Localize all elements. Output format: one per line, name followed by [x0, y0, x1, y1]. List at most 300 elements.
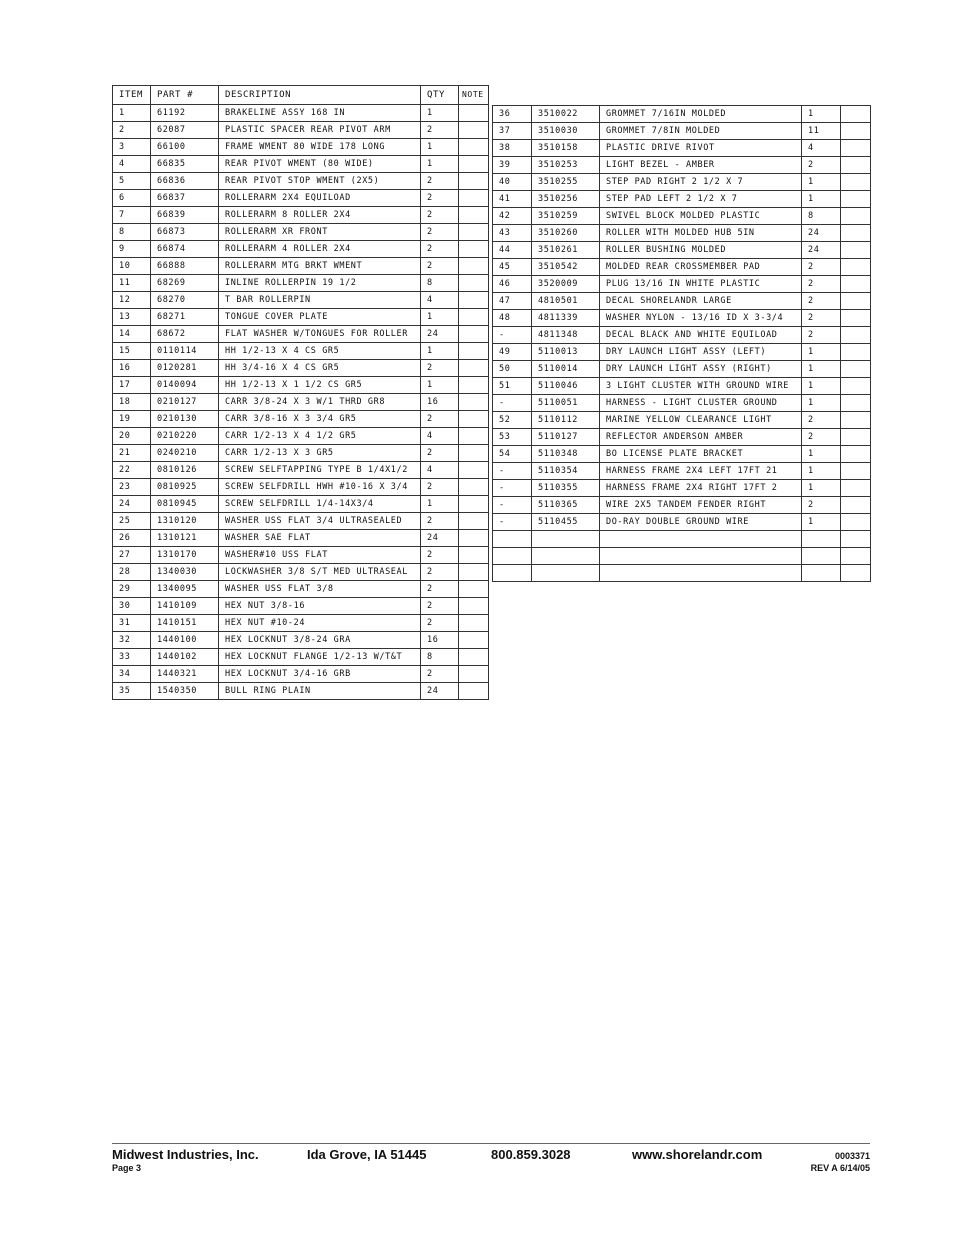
cell-description: WASHER#10 USS FLAT — [219, 547, 421, 564]
cell-part: 5110127 — [532, 429, 600, 446]
cell-item: 32 — [113, 632, 151, 649]
table-row — [113, 173, 489, 190]
cell-description: BRAKELINE ASSY 168 IN — [219, 105, 421, 122]
cell-item: 49 — [493, 344, 532, 361]
cell-description: DECAL BLACK AND WHITE EQUILOAD — [600, 327, 802, 344]
table-row — [113, 258, 489, 275]
cell-part: 66839 — [151, 207, 219, 224]
cell-note — [841, 412, 871, 429]
cell-description: HARNESS FRAME 2X4 RIGHT 17FT 2 — [600, 480, 802, 497]
cell-qty: 2 — [421, 173, 459, 190]
table-row — [493, 157, 871, 174]
cell-description: TONGUE COVER PLATE — [219, 309, 421, 326]
cell-item: 54 — [493, 446, 532, 463]
cell-description: PLASTIC DRIVE RIVOT — [600, 140, 802, 157]
cell-item: - — [493, 463, 532, 480]
cell-qty: 1 — [802, 361, 841, 378]
cell-note — [459, 615, 489, 632]
cell-qty: 2 — [421, 581, 459, 598]
cell-item: 36 — [493, 106, 532, 123]
cell-note — [841, 225, 871, 242]
cell-part: 66874 — [151, 241, 219, 258]
cell-description: ROLLERARM 4 ROLLER 2X4 — [219, 241, 421, 258]
cell-note — [459, 428, 489, 445]
table-row — [113, 632, 489, 649]
cell-qty: 1 — [421, 309, 459, 326]
cell-qty: 2 — [421, 411, 459, 428]
cell-qty: 2 — [802, 429, 841, 446]
cell-qty: 1 — [421, 139, 459, 156]
cell-item: 35 — [113, 683, 151, 700]
table-row — [493, 531, 871, 548]
cell-note — [459, 530, 489, 547]
cell-qty: 1 — [421, 105, 459, 122]
cell-qty: 2 — [802, 293, 841, 310]
cell-description: HEX NUT #10-24 — [219, 615, 421, 632]
table-row — [493, 514, 871, 531]
table-row — [113, 581, 489, 598]
cell-item: 22 — [113, 462, 151, 479]
cell-qty: 2 — [421, 564, 459, 581]
table-row — [493, 140, 871, 157]
cell-description: T BAR ROLLERPIN — [219, 292, 421, 309]
cell-part: 1340030 — [151, 564, 219, 581]
cell-description: WASHER USS FLAT 3/4 ULTRASEALED — [219, 513, 421, 530]
cell-part: 68269 — [151, 275, 219, 292]
cell-part: 61192 — [151, 105, 219, 122]
cell-qty: 1 — [802, 191, 841, 208]
cell-qty: 1 — [802, 514, 841, 531]
cell-part: 1310120 — [151, 513, 219, 530]
cell-description: LOCKWASHER 3/8 S/T MED ULTRASEAL — [219, 564, 421, 581]
cell-item — [493, 565, 532, 582]
cell-description: LIGHT BEZEL - AMBER — [600, 157, 802, 174]
cell-part: 5110013 — [532, 344, 600, 361]
cell-part: 1440102 — [151, 649, 219, 666]
footer-website: www.shorelandr.com — [632, 1147, 763, 1162]
cell-description: CARR 3/8-16 X 3 3/4 GR5 — [219, 411, 421, 428]
table-row — [113, 513, 489, 530]
cell-part: 5110365 — [532, 497, 600, 514]
table-row — [493, 412, 871, 429]
cell-description: WASHER USS FLAT 3/8 — [219, 581, 421, 598]
header-item: ITEM — [113, 86, 151, 105]
cell-qty: 2 — [802, 276, 841, 293]
cell-part: 5110046 — [532, 378, 600, 395]
cell-qty: 1 — [802, 106, 841, 123]
parts-list-right — [492, 105, 871, 582]
cell-note — [841, 140, 871, 157]
cell-qty: 1 — [802, 174, 841, 191]
cell-note — [841, 463, 871, 480]
cell-item: 39 — [493, 157, 532, 174]
cell-note — [459, 173, 489, 190]
cell-note — [459, 649, 489, 666]
cell-qty: 2 — [802, 412, 841, 429]
table-row — [113, 275, 489, 292]
cell-description: STEP PAD LEFT 2 1/2 X 7 — [600, 191, 802, 208]
cell-note — [459, 122, 489, 139]
cell-qty: 8 — [421, 649, 459, 666]
cell-description — [600, 531, 802, 548]
table-row — [113, 428, 489, 445]
cell-item: 30 — [113, 598, 151, 615]
cell-qty: 2 — [802, 497, 841, 514]
cell-item: 46 — [493, 276, 532, 293]
cell-description: DECAL SHORELANDR LARGE — [600, 293, 802, 310]
table-row — [493, 429, 871, 446]
cell-qty: 2 — [421, 122, 459, 139]
cell-part: 4811339 — [532, 310, 600, 327]
table-row — [113, 156, 489, 173]
cell-qty — [802, 565, 841, 582]
cell-qty — [802, 548, 841, 565]
table-row — [493, 225, 871, 242]
cell-part — [532, 565, 600, 582]
cell-qty — [802, 531, 841, 548]
cell-qty: 2 — [421, 224, 459, 241]
cell-item: 47 — [493, 293, 532, 310]
cell-part: 0240210 — [151, 445, 219, 462]
table-row — [113, 122, 489, 139]
footer-page: Page 3 — [112, 1163, 142, 1173]
table-row — [493, 361, 871, 378]
table-row — [493, 463, 871, 480]
cell-description: ROLLER BUSHING MOLDED — [600, 242, 802, 259]
table-row — [113, 326, 489, 343]
cell-qty: 2 — [802, 310, 841, 327]
cell-part: 66836 — [151, 173, 219, 190]
cell-description: REAR PIVOT STOP WMENT (2X5) — [219, 173, 421, 190]
cell-note — [459, 360, 489, 377]
cell-part — [532, 548, 600, 565]
cell-qty: 2 — [802, 259, 841, 276]
parts-list-left-body — [113, 86, 489, 700]
cell-note — [459, 343, 489, 360]
cell-item: 3 — [113, 139, 151, 156]
table-row — [113, 530, 489, 547]
cell-description: SCREW SELFDRILL HWH #10-16 X 3/4 — [219, 479, 421, 496]
cell-item: 15 — [113, 343, 151, 360]
cell-qty: 2 — [421, 547, 459, 564]
cell-part: 1310170 — [151, 547, 219, 564]
cell-note — [841, 395, 871, 412]
cell-note — [841, 157, 871, 174]
table-row — [113, 241, 489, 258]
cell-item: 17 — [113, 377, 151, 394]
cell-qty: 1 — [802, 446, 841, 463]
table-row — [113, 224, 489, 241]
cell-description: HH 3/4-16 X 4 CS GR5 — [219, 360, 421, 377]
cell-item: 8 — [113, 224, 151, 241]
cell-part: 3510260 — [532, 225, 600, 242]
cell-description: ROLLERARM XR FRONT — [219, 224, 421, 241]
cell-qty: 24 — [802, 225, 841, 242]
cell-part: 68672 — [151, 326, 219, 343]
footer-doc-number: 0003371 — [834, 1151, 870, 1161]
cell-qty: 1 — [421, 496, 459, 513]
cell-qty: 2 — [802, 327, 841, 344]
cell-note — [841, 208, 871, 225]
cell-description: HEX LOCKNUT FLANGE 1/2-13 W/T&T — [219, 649, 421, 666]
cell-qty: 2 — [421, 241, 459, 258]
table-row — [493, 242, 871, 259]
cell-qty: 4 — [802, 140, 841, 157]
cell-part: 5110355 — [532, 480, 600, 497]
cell-part: 3510256 — [532, 191, 600, 208]
table-row — [493, 480, 871, 497]
cell-qty: 16 — [421, 394, 459, 411]
cell-qty: 2 — [421, 258, 459, 275]
cell-qty: 4 — [421, 428, 459, 445]
cell-qty: 24 — [421, 683, 459, 700]
cell-item: 19 — [113, 411, 151, 428]
table-row — [113, 292, 489, 309]
parts-list-left — [112, 85, 489, 700]
cell-description: CARR 1/2-13 X 4 1/2 GR5 — [219, 428, 421, 445]
cell-note — [841, 446, 871, 463]
cell-note — [459, 377, 489, 394]
cell-item: 45 — [493, 259, 532, 276]
cell-qty: 1 — [421, 377, 459, 394]
cell-part: 68271 — [151, 309, 219, 326]
table-row — [493, 259, 871, 276]
cell-description: ROLLER WITH MOLDED HUB 5IN — [600, 225, 802, 242]
table-row — [113, 666, 489, 683]
footer-location: Ida Grove, IA 51445 — [307, 1147, 427, 1162]
cell-note — [841, 327, 871, 344]
cell-item: 14 — [113, 326, 151, 343]
table-row — [113, 105, 489, 122]
cell-description: DRY LAUNCH LIGHT ASSY (RIGHT) — [600, 361, 802, 378]
cell-part: 3510022 — [532, 106, 600, 123]
parts-list-right-body — [493, 106, 871, 582]
cell-note — [459, 581, 489, 598]
cell-part: 4811348 — [532, 327, 600, 344]
cell-qty: 2 — [421, 190, 459, 207]
table-row — [113, 394, 489, 411]
cell-item: 10 — [113, 258, 151, 275]
cell-note — [841, 344, 871, 361]
cell-part: 66837 — [151, 190, 219, 207]
table-row — [113, 598, 489, 615]
cell-part: 66873 — [151, 224, 219, 241]
cell-qty: 1 — [802, 395, 841, 412]
cell-note — [459, 496, 489, 513]
cell-part: 3510542 — [532, 259, 600, 276]
cell-note — [459, 309, 489, 326]
cell-note — [459, 156, 489, 173]
cell-item: 2 — [113, 122, 151, 139]
table-row — [113, 309, 489, 326]
cell-note — [841, 106, 871, 123]
cell-part: 68270 — [151, 292, 219, 309]
cell-part: 1440321 — [151, 666, 219, 683]
table-row — [113, 564, 489, 581]
cell-note — [459, 275, 489, 292]
cell-part: 3510259 — [532, 208, 600, 225]
table-row — [493, 548, 871, 565]
cell-description: REFLECTOR ANDERSON AMBER — [600, 429, 802, 446]
table-row — [493, 327, 871, 344]
table-row — [113, 207, 489, 224]
cell-item: 11 — [113, 275, 151, 292]
cell-item: 13 — [113, 309, 151, 326]
cell-item: 23 — [113, 479, 151, 496]
cell-item: - — [493, 327, 532, 344]
cell-qty: 1 — [802, 480, 841, 497]
cell-description: HEX LOCKNUT 3/4-16 GRB — [219, 666, 421, 683]
cell-description: SWIVEL BLOCK MOLDED PLASTIC — [600, 208, 802, 225]
cell-qty: 2 — [802, 157, 841, 174]
cell-description: HH 1/2-13 X 1 1/2 CS GR5 — [219, 377, 421, 394]
table-row — [113, 377, 489, 394]
cell-note — [841, 276, 871, 293]
cell-description: DRY LAUNCH LIGHT ASSY (LEFT) — [600, 344, 802, 361]
cell-description: ROLLERARM MTG BRKT WMENT — [219, 258, 421, 275]
cell-part: 0810126 — [151, 462, 219, 479]
cell-note — [459, 547, 489, 564]
cell-item: 41 — [493, 191, 532, 208]
table-row — [493, 208, 871, 225]
cell-part: 0810945 — [151, 496, 219, 513]
cell-description: WASHER SAE FLAT — [219, 530, 421, 547]
cell-description: HH 1/2-13 X 4 CS GR5 — [219, 343, 421, 360]
cell-part: 66100 — [151, 139, 219, 156]
cell-part: 4810501 — [532, 293, 600, 310]
cell-description: GROMMET 7/8IN MOLDED — [600, 123, 802, 140]
cell-note — [841, 310, 871, 327]
cell-item: 33 — [113, 649, 151, 666]
cell-item: 43 — [493, 225, 532, 242]
cell-item: 31 — [113, 615, 151, 632]
cell-item: 4 — [113, 156, 151, 173]
cell-part: 3510253 — [532, 157, 600, 174]
cell-item: 29 — [113, 581, 151, 598]
cell-description: FLAT WASHER W/TONGUES FOR ROLLER — [219, 326, 421, 343]
cell-item: - — [493, 514, 532, 531]
cell-note — [841, 480, 871, 497]
cell-description: BULL RING PLAIN — [219, 683, 421, 700]
cell-note — [841, 191, 871, 208]
footer-revision: REV A 6/14/05 — [810, 1163, 870, 1173]
header-note: NOTE — [459, 86, 489, 105]
footer-company: Midwest Industries, Inc. — [112, 1147, 259, 1162]
cell-qty: 1 — [802, 344, 841, 361]
cell-item: 26 — [113, 530, 151, 547]
cell-note — [459, 292, 489, 309]
cell-part: 5110354 — [532, 463, 600, 480]
cell-note — [459, 139, 489, 156]
cell-qty: 1 — [802, 378, 841, 395]
table-row — [113, 479, 489, 496]
cell-qty: 2 — [421, 513, 459, 530]
cell-item: 12 — [113, 292, 151, 309]
cell-note — [841, 378, 871, 395]
cell-qty: 24 — [421, 326, 459, 343]
cell-item: 44 — [493, 242, 532, 259]
cell-note — [841, 242, 871, 259]
cell-part: 0210220 — [151, 428, 219, 445]
cell-item: 40 — [493, 174, 532, 191]
cell-part: 1340095 — [151, 581, 219, 598]
cell-part: 62087 — [151, 122, 219, 139]
cell-part: 1410151 — [151, 615, 219, 632]
cell-part: 1440100 — [151, 632, 219, 649]
table-row — [493, 191, 871, 208]
cell-description: WASHER NYLON - 13/16 ID X 3-3/4 — [600, 310, 802, 327]
table-row — [113, 496, 489, 513]
table-row — [113, 343, 489, 360]
cell-description — [600, 565, 802, 582]
cell-note — [459, 394, 489, 411]
cell-item: 37 — [493, 123, 532, 140]
cell-item: 5 — [113, 173, 151, 190]
table-row — [493, 106, 871, 123]
cell-note — [841, 174, 871, 191]
cell-part: 3510261 — [532, 242, 600, 259]
cell-item: 24 — [113, 496, 151, 513]
table-row — [493, 293, 871, 310]
cell-description: CARR 3/8-24 X 3 W/1 THRD GR8 — [219, 394, 421, 411]
cell-description: PLASTIC SPACER REAR PIVOT ARM — [219, 122, 421, 139]
cell-note — [841, 514, 871, 531]
cell-qty: 2 — [421, 360, 459, 377]
cell-part: 0210127 — [151, 394, 219, 411]
cell-qty: 24 — [421, 530, 459, 547]
cell-description: HEX NUT 3/8-16 — [219, 598, 421, 615]
table-row — [113, 547, 489, 564]
cell-note — [459, 326, 489, 343]
cell-note — [459, 105, 489, 122]
cell-item: 27 — [113, 547, 151, 564]
table-row — [493, 123, 871, 140]
cell-description — [600, 548, 802, 565]
cell-description: CARR 1/2-13 X 3 GR5 — [219, 445, 421, 462]
header-part: PART # — [151, 86, 219, 105]
cell-qty: 2 — [421, 615, 459, 632]
cell-item: 20 — [113, 428, 151, 445]
cell-note — [841, 123, 871, 140]
table-row — [493, 497, 871, 514]
cell-note — [841, 565, 871, 582]
cell-note — [459, 683, 489, 700]
cell-note — [459, 598, 489, 615]
cell-item: 18 — [113, 394, 151, 411]
header-description: DESCRIPTION — [219, 86, 421, 105]
table-row — [493, 310, 871, 327]
table-row — [493, 378, 871, 395]
cell-description: WIRE 2X5 TANDEM FENDER RIGHT — [600, 497, 802, 514]
cell-note — [459, 190, 489, 207]
cell-qty: 1 — [802, 463, 841, 480]
table-row — [493, 395, 871, 412]
cell-part: 66888 — [151, 258, 219, 275]
header-qty: QTY — [421, 86, 459, 105]
cell-part: 5110348 — [532, 446, 600, 463]
cell-part: 1410109 — [151, 598, 219, 615]
cell-part: 3510030 — [532, 123, 600, 140]
table-row — [113, 411, 489, 428]
cell-qty: 2 — [421, 666, 459, 683]
cell-item: 21 — [113, 445, 151, 462]
cell-note — [459, 224, 489, 241]
cell-description: REAR PIVOT WMENT (80 WIDE) — [219, 156, 421, 173]
cell-item: 25 — [113, 513, 151, 530]
cell-description: GROMMET 7/16IN MOLDED — [600, 106, 802, 123]
cell-description: DO-RAY DOUBLE GROUND WIRE — [600, 514, 802, 531]
cell-description: FRAME WMENT 80 WIDE 178 LONG — [219, 139, 421, 156]
